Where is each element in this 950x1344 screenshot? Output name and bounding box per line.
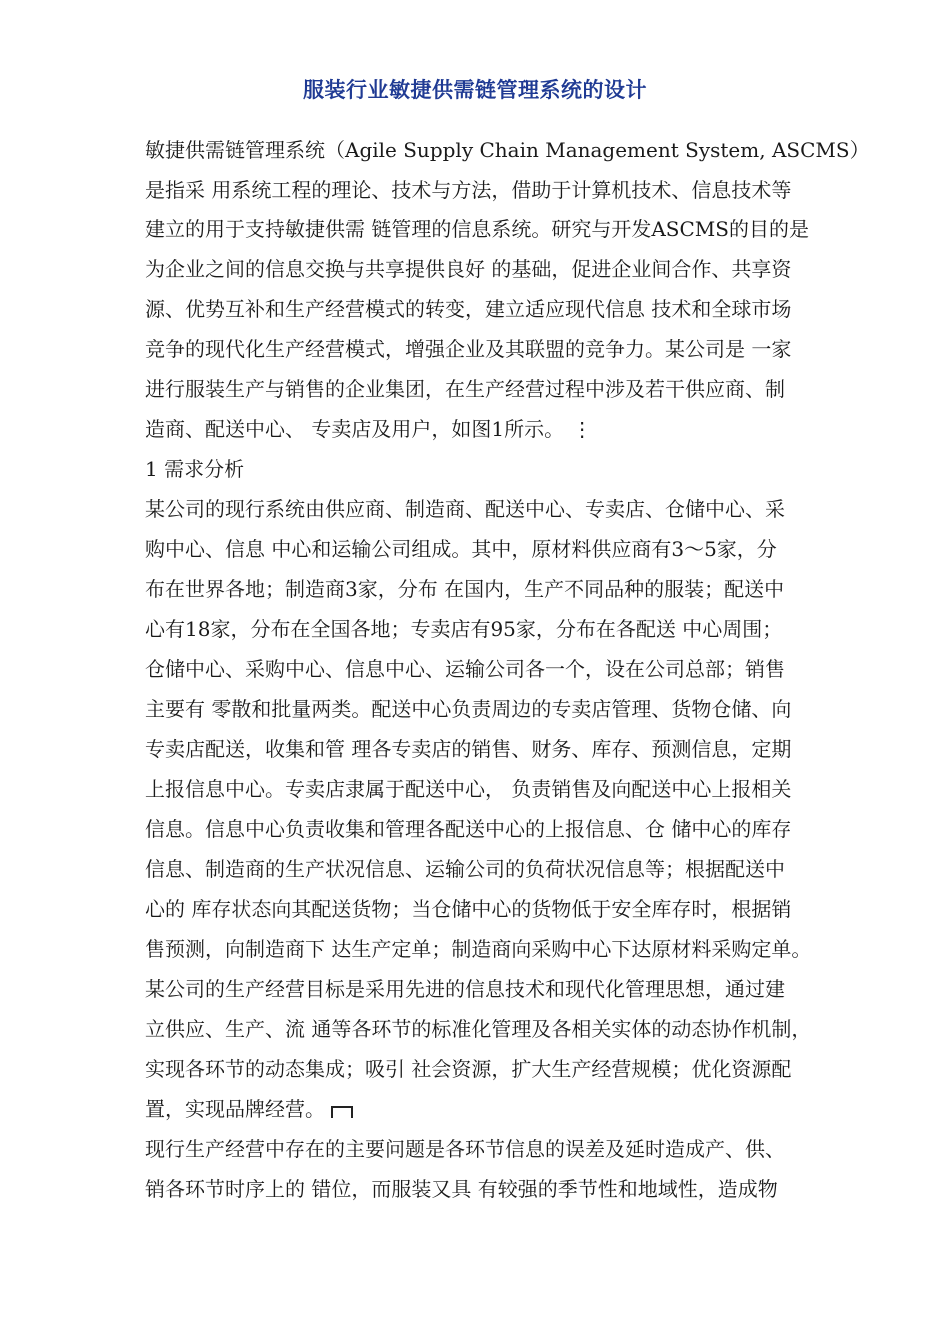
paragraph-line: 源、优势互补和生产经营模式的转变，建立适应现代信息 技术和全球市场 xyxy=(145,297,792,321)
paragraph-line-text: 置，实现品牌经营。 xyxy=(145,1097,325,1121)
paragraph-line: 某公司的生产经营目标是采用先进的信息技术和现代化管理思想，通过建 xyxy=(145,977,785,1001)
paragraph-line: 上报信息中心。专卖店隶属于配送中心， 负责销售及向配送中心上报相关 xyxy=(145,777,792,801)
paragraph-line: 现行生产经营中存在的主要问题是各环节信息的误差及延时造成产、供、 xyxy=(145,1137,785,1161)
paragraph-line: 是指采 用系统工程的理论、技术与方法，借助于计算机技术、信息技术等 xyxy=(145,178,792,202)
paragraph-line: 仓储中心、采购中心、信息中心、运输公司各一个，设在公司总部；销售 xyxy=(145,657,785,681)
paragraph-line: 立供应、生产、流 通等各环节的标准化管理及各相关实体的动态协作机制， xyxy=(145,1017,812,1041)
paragraph-line-with-marker xyxy=(145,413,885,445)
paragraph-line: 实现各环节的动态集成；吸引 社会资源，扩大生产经营规模；优化资源配 xyxy=(145,1057,792,1081)
paragraph-line: 信息、制造商的生产状况信息、运输公司的负荷状况信息等；根据配送中 xyxy=(145,857,785,881)
paragraph-line: 敏捷供需链管理系统（Agile Supply Chain Management System, ASCMS） xyxy=(145,138,870,162)
section-heading: 1 需求分析 xyxy=(145,457,245,481)
document-title: 服装行业敏捷供需链管理系统的设计 xyxy=(303,78,647,102)
paragraph-line: 心有18家，分布在全国各地；专卖店有95家，分布在各配送 中心周围； xyxy=(145,617,783,641)
paragraph-line: 主要有 零散和批量两类。配送中心负责周边的专卖店管理、货物仓储、向 xyxy=(145,697,792,721)
paragraph-line: 售预测，向制造商下 达生产定单；制造商向采购中心下达原材料采购定单。 xyxy=(145,937,812,961)
paragraph-line: 心的 库存状态向其配送货物；当仓储中心的货物低于安全库存时，根据销 xyxy=(145,897,792,921)
paragraph-line: 销各环节时序上的 错位，而服装又具 有较强的季节性和地域性，造成物 xyxy=(145,1177,778,1201)
paragraph-line: 购中心、信息 中心和运输公司组成。其中，原材料供应商有3～5家，分 xyxy=(145,537,777,561)
paragraph-line: 布在世界各地；制造商3家，分布 在国内，生产不同品种的服装；配送中 xyxy=(145,577,785,601)
paragraph-line: 竞争的现代化生产经营模式，增强企业及其联盟的竞争力。某公司是 一家 xyxy=(145,337,792,361)
paragraph-line: 信息。信息中心负责收集和管理各配送中心的上报信息、仓 储中心的库存 xyxy=(145,817,792,841)
paragraph-line-text: 造商、配送中心、 专卖店及用户，如图1所示。 xyxy=(145,417,565,441)
paragraph-line: 为企业之间的信息交换与共享提供良好 的基础，促进企业间合作、共享资 xyxy=(145,257,792,281)
anchor-marker: ⋮ xyxy=(572,417,593,441)
paragraph-line: 专卖店配送，收集和管 理各专卖店的销售、财务、库存、预测信息，定期 xyxy=(145,737,792,761)
bracket-mark-icon xyxy=(331,1106,353,1118)
paragraph-line-with-mark xyxy=(145,1093,885,1125)
paragraph-line: 某公司的现行系统由供应商、制造商、配送中心、专卖店、仓储中心、采 xyxy=(145,497,785,521)
paragraph-line: 建立的用于支持敏捷供需 链管理的信息系统。研究与开发ASCMS的目的是 xyxy=(145,217,809,241)
paragraph-line: 进行服装生产与销售的企业集团，在生产经营过程中涉及若干供应商、制 xyxy=(145,377,785,401)
